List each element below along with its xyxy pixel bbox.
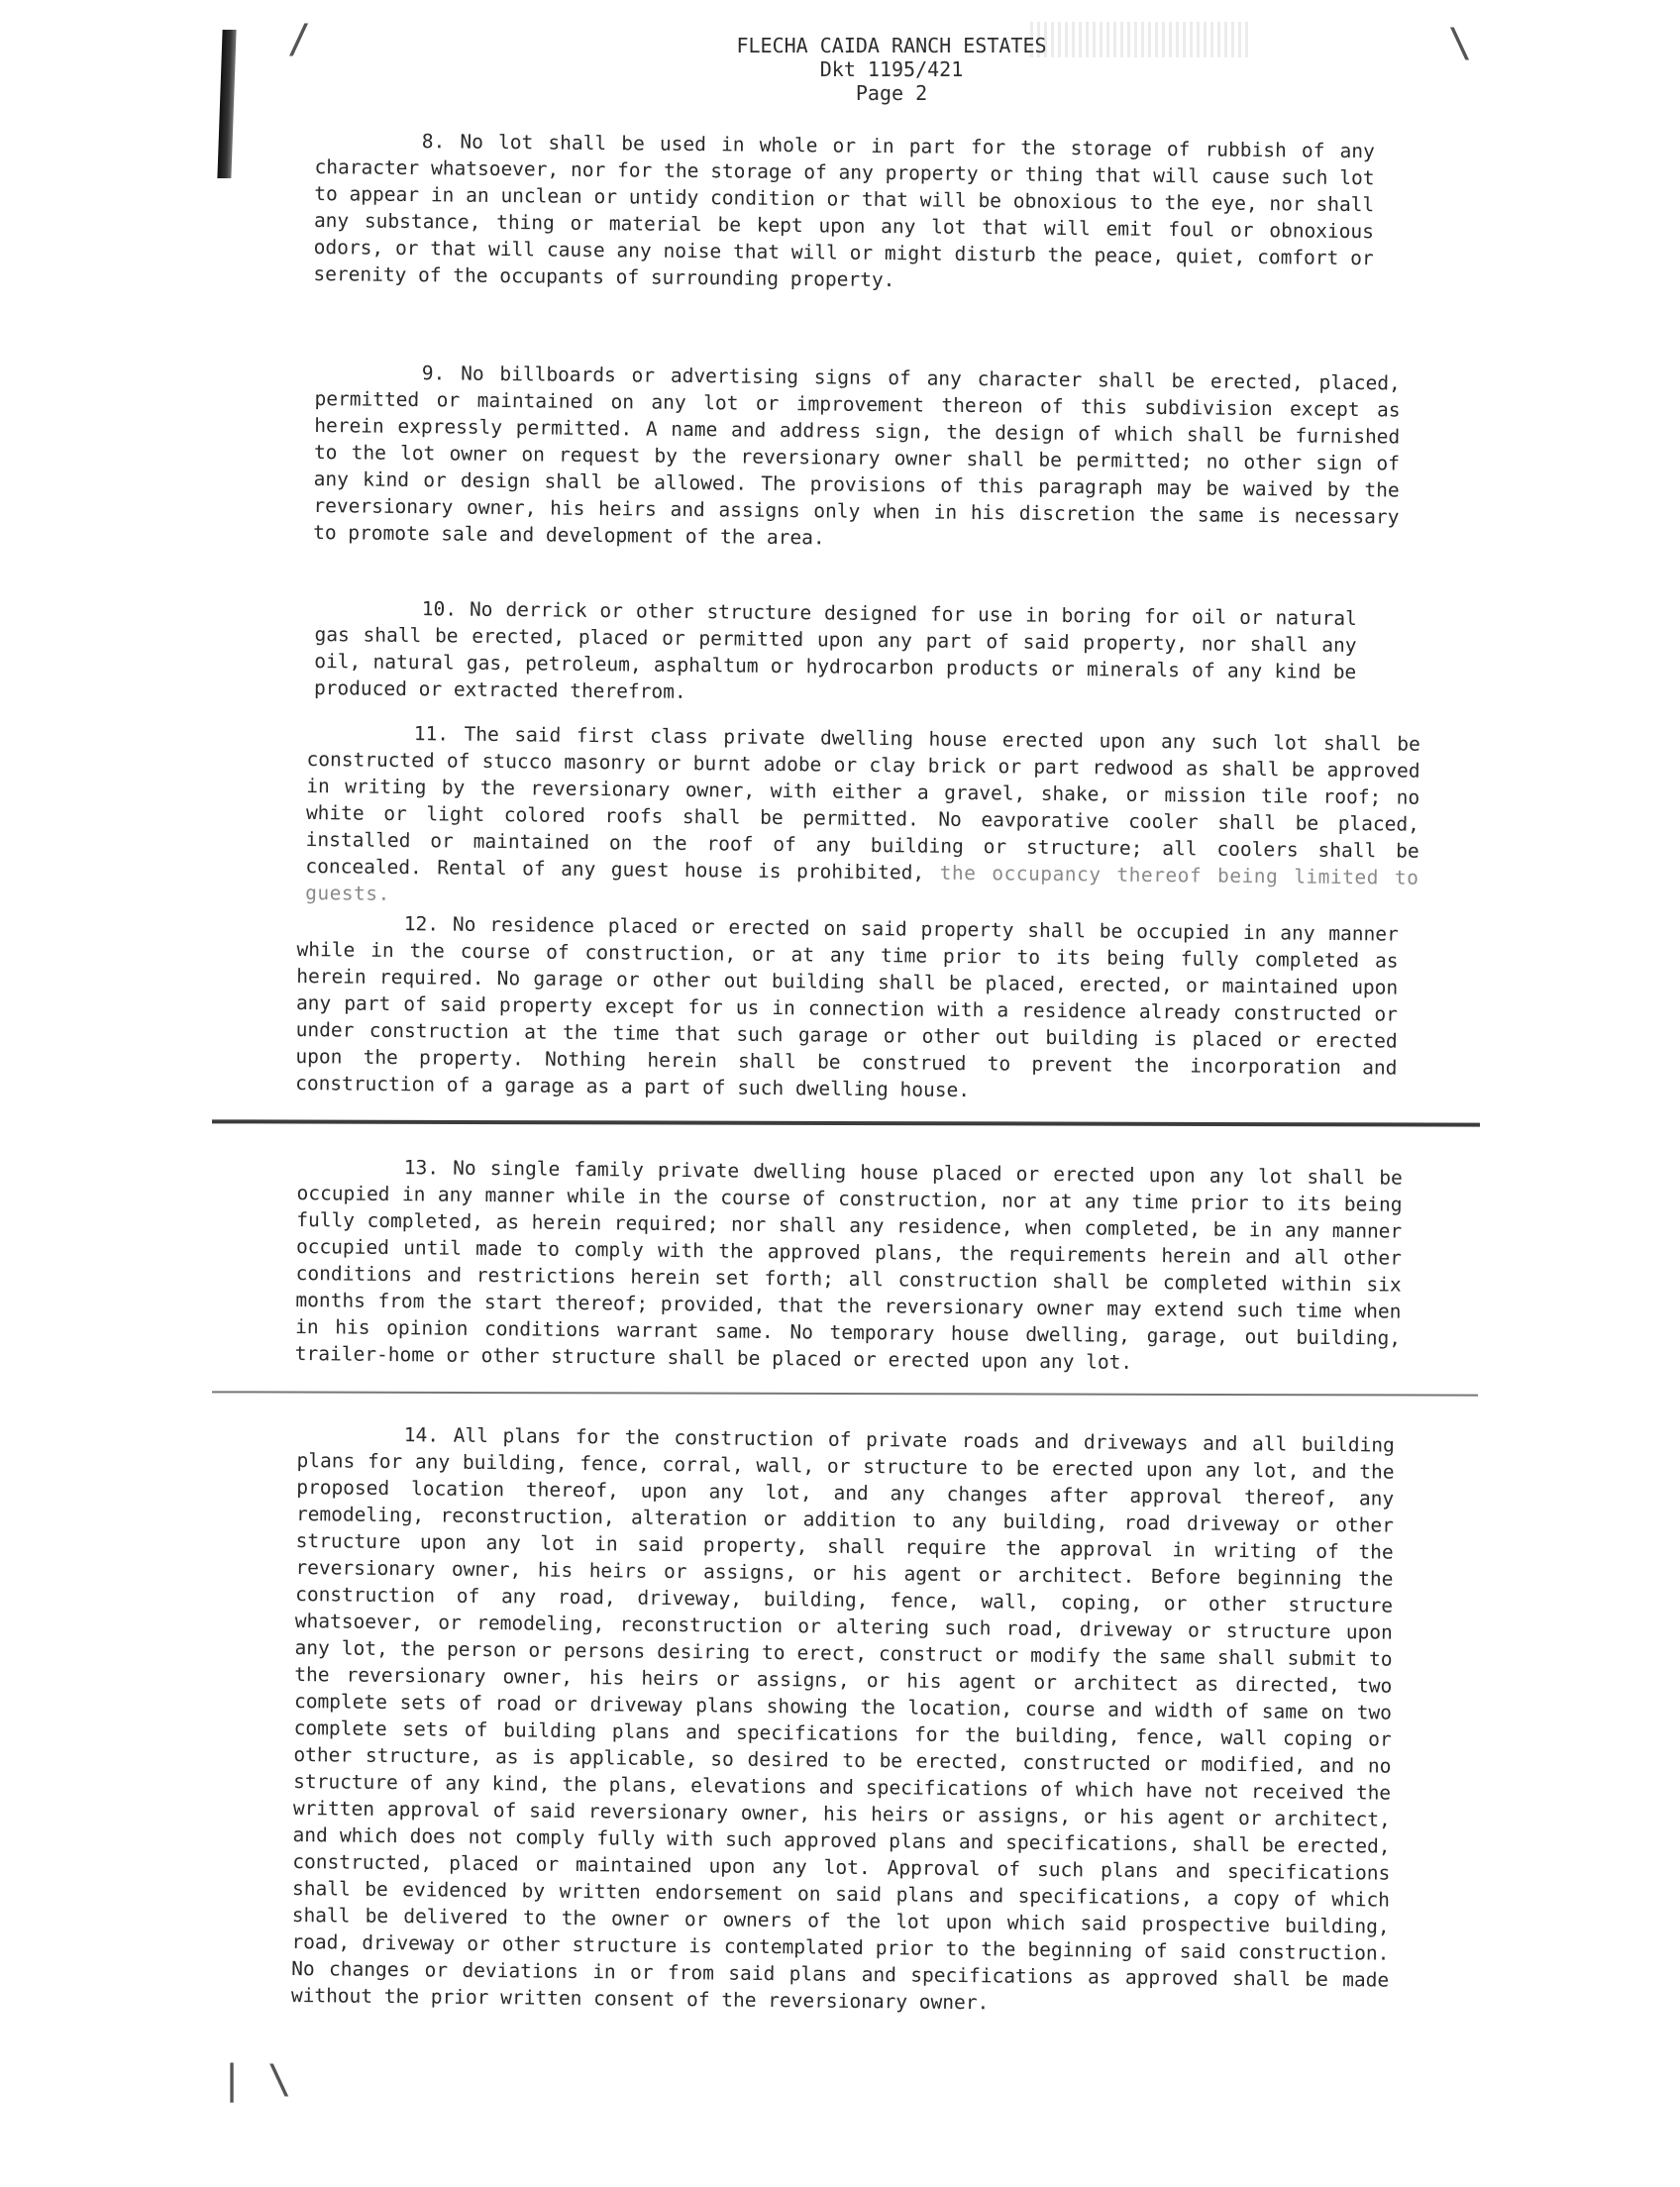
paragraph-number: 8.: [421, 130, 446, 154]
page-number: Page 2: [855, 81, 928, 105]
paragraph-text: No residence placed or erected on said property shall be occupied in any manner while in the course of construction, or at any time prior to its being fully completed as herein required. No garage or other out building shall be placed, erected, or maintained upon any part of said property except for us in connection with a residence already constructed or under construction at the time that such garage or other out building is placed or erected upon the property. Nothing herein shall be construed to prevent the incorporation and construction of a garage as a part of such dwelling house.: [295, 912, 1399, 1102]
paragraph-number: 12.: [403, 912, 440, 936]
paragraph-12: [295, 909, 1399, 1108]
margin-tick-mark: /: [287, 17, 312, 62]
paragraph-10: [314, 594, 1357, 712]
paragraph-number: 14.: [403, 1423, 440, 1447]
scan-shadow-edge: [217, 30, 236, 178]
paragraph-text: The said first class private dwelling house erected upon any such lot shall be constructed of stucco masonry or burnt adobe or clay brick or part redwood as shall be approved in writing by the reversionary owner, with either a gravel, shake, or mission tile roof; no white or light colored roofs shall be permitted. No eavporative cooler shall be placed, installed or maintained on the roof of any building or structure; all coolers shall be concealed. Rental of any guest house is prohibited,: [305, 722, 1420, 885]
paragraph-8: [313, 127, 1375, 298]
document-title: FLECHA CAIDA RANCH ESTATES: [736, 34, 1047, 57]
margin-tick-mark: \: [1448, 21, 1473, 66]
paragraph-number: 11.: [413, 722, 450, 746]
paragraph-9: [313, 359, 1401, 557]
horizontal-rule: [212, 1391, 1478, 1396]
paragraph-text: No lot shall be used in whole or in part for the storage of rubbish of any character whatsoever, nor for the storage of any property or thing that will cause such lot to appear in an unclean or untidy condition or that will be obnoxious to the eye, nor shall any substance, thing or material be kept upon any lot that will emit foul or obnoxious odors, or that will cause any noise that will or might disturb the peace, quiet, comfort or serenity of the occupants of surrounding property.: [313, 130, 1375, 292]
paragraph-13: [295, 1153, 1403, 1379]
paragraph-11: [305, 719, 1420, 918]
horizontal-rule: [212, 1119, 1480, 1126]
margin-tick-mark: | \: [220, 2057, 292, 2103]
paragraph-number: 13.: [403, 1156, 440, 1180]
paragraph-text: No billboards or advertising signs of any character shall be erected, placed, permitted or maintained on any lot or improvement thereon of this subdivision except as herein expressly permitted. A name and address sign, the design of which shall be furnished to the lot owner on request by the reversionary owner shall be permitted; no other sign of any kind or design shall be allowed. The provisions of this paragraph may be waived by the reversionary owner, his heirs and assigns only when in his discretion the same is necessary to promote sale and development of the area.: [313, 362, 1401, 550]
struck-text: the occupancy thereof being limited to guests.: [305, 861, 1419, 905]
paragraph-text: All plans for the construction of private roads and driveways and all building plans for any building, fence, corral, wall, or structure to be erected upon any lot, and the proposed location thereof, upon any lot, and any changes after approval thereof, any remodeling, reconstruction, alteration or addition to any building, road driveway or other structure upon any lot in said property, shall require the approval in writing of the reversionary owner, his heirs or assigns, or his agent or architect. Before beginning the construction of any road, driveway, building, fence, wall, coping, or other structure whatsoever, or remodeling, reconstruction or altering such road, driveway or structure upon any lot, the person or persons desiring to erect, construct or modify the same shall submit to the reversionary owner, his heirs or assigns, or his agent or architect as directed, two complete sets of road or driveway plans showing the location, course and width of same on two complete sets of building plans and specifications for the building, fence, wall coping or other structure, as is applicable, so desired to be erected, constructed or modified, and no structure of any kind, the plans, elevations and specifications of which have not received the written approval of said reversionary owner, his heirs or assigns, or his agent or architect, and which does not comply fully with such approved plans and specifications, shall be erected, constructed, placed or maintained upon any lot. Approval of such plans and specifications shall be evidenced by written endorsement on said plans and specifications, a copy of which shall be delivered to the owner or owners of the lot upon which said prospective building, road, driveway or other structure is contemplated prior to the beginning of said construction. No changes or deviations in or from said plans and specifications as approved shall be made without the prior written consent of the reversionary owner.: [290, 1423, 1395, 2015]
paragraph-text: No single family private dwelling house placed or erected upon any lot shall be occupied in any manner while in the course of construction, nor at any time prior to its being fully completed, as herein required; nor shall any residence, when completed, be in any manner occupied until made to comply with the approved plans, the requirements herein and all other conditions and restrictions herein set forth; all construction shall be completed within six months from the start thereof; provided, that the reversionary owner may extend such time when in his opinion conditions warrant same. No temporary house dwelling, garage, out building, trailer-home or other structure shall be placed or erected upon any lot.: [294, 1156, 1403, 1374]
paragraph-number: 10.: [421, 597, 458, 621]
paragraph-text: No derrick or other structure designed for use in boring for oil or natural gas shall be erected, placed or permitted upon any part of said property, nor shall any oil, natural gas, petroleum, asphaltum or hydrocarbon products or minerals of any kind be produced or extracted therefrom.: [313, 597, 1357, 703]
docket-number: Dkt 1195/421: [819, 57, 964, 81]
paragraph-14: [291, 1420, 1395, 2021]
document-header: [683, 34, 1100, 105]
paragraph-number: 9.: [421, 362, 446, 385]
